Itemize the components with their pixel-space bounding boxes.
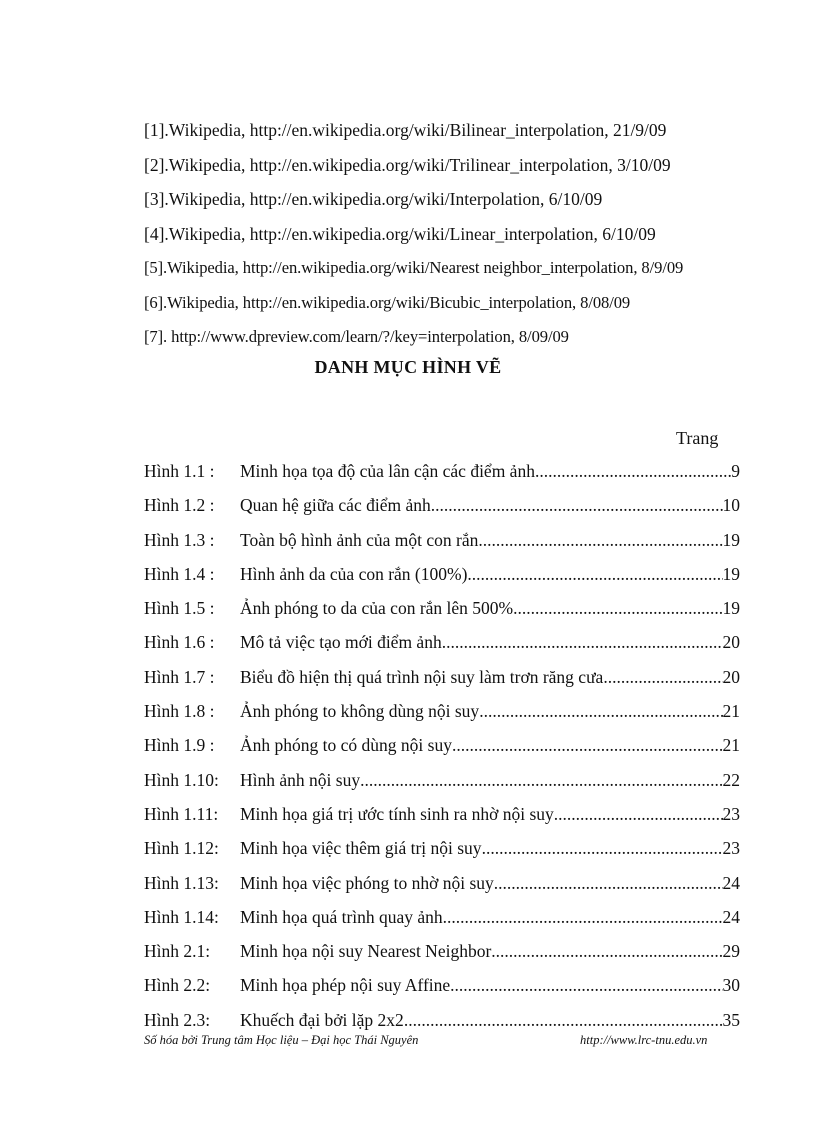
figure-page-number: 19 — [722, 563, 740, 584]
dot-leader — [404, 1010, 723, 1031]
dot-leader — [360, 770, 722, 791]
figure-list — [144, 461, 740, 1044]
figure-label: Hình 2.1: — [144, 941, 211, 962]
reference-item: [2].Wikipedia, http://en.wikipedia.org/wiki/Trilinear_interpolation, 3/10/09 — [144, 154, 671, 175]
figure-title: Ảnh phóng to da của con rắn lên 500% — [240, 598, 514, 619]
dot-leader — [482, 838, 723, 859]
figure-entry — [144, 667, 740, 701]
figure-label: Hình 1.11: — [144, 803, 219, 824]
footer-url: http://www.lrc-tnu.edu.vn — [580, 1033, 708, 1047]
figure-label: Hình 1.12: — [144, 838, 219, 859]
figure-page-number: 23 — [722, 803, 740, 824]
figure-label: Hình 1.3 : — [144, 529, 215, 550]
dot-leader — [603, 667, 722, 688]
figure-title: Biểu đồ hiện thị quá trình nội suy làm trơn răng cưa — [240, 666, 604, 687]
footer-credit: Số hóa bởi Trung tâm Học liệu – Đại học Thái Nguyên — [144, 1033, 419, 1047]
dot-leader — [442, 632, 723, 653]
figure-entry — [144, 907, 740, 941]
figure-entry — [144, 770, 740, 804]
figure-title: Minh họa việc thêm giá trị nội suy — [240, 838, 482, 859]
figure-page-number: 30 — [722, 975, 740, 996]
dot-leader — [535, 461, 731, 482]
figure-label: Hình 1.7 : — [144, 666, 215, 687]
figure-page-number: 10 — [722, 495, 740, 516]
figure-page-number: 21 — [722, 701, 740, 722]
figure-label: Hình 1.1 : — [144, 461, 215, 481]
figure-title: Quan hệ giữa các điểm ảnh — [240, 495, 431, 516]
figure-title: Khuếch đại bởi lặp 2x2 — [240, 1009, 404, 1030]
figure-entry — [144, 941, 740, 975]
figure-label: Hình 1.14: — [144, 906, 219, 927]
dot-leader — [452, 735, 723, 756]
figure-title: Minh họa quá trình quay ảnh — [240, 906, 443, 927]
dot-leader — [513, 598, 722, 619]
reference-item: [7]. http://www.dpreview.com/learn/?/key=interpolation, 8/09/09 — [144, 327, 569, 346]
figure-label: Hình 2.2: — [144, 975, 211, 996]
figure-entry — [144, 735, 740, 769]
figure-label: Hình 1.9 : — [144, 735, 215, 756]
figure-title: Minh họa phép nội suy Affine — [240, 975, 451, 996]
dot-leader — [431, 495, 723, 516]
figure-entry — [144, 564, 740, 598]
figure-title: Hình ảnh da của con rắn (100%) — [240, 563, 468, 584]
dot-leader — [478, 530, 722, 551]
dot-leader — [491, 941, 722, 962]
figure-label: Hình 1.6 : — [144, 632, 215, 653]
reference-item: [3].Wikipedia, http://en.wikipedia.org/wiki/Interpolation, 6/10/09 — [144, 189, 603, 209]
figure-entry — [144, 461, 740, 495]
figure-page-number: 9 — [731, 461, 740, 481]
figure-title: Hình ảnh nội suy — [240, 769, 361, 790]
figure-title: Minh họa tọa độ của lân cận các điểm ảnh — [240, 461, 535, 481]
figure-page-number: 19 — [722, 598, 740, 619]
figure-entry — [144, 838, 740, 872]
figure-title: Ảnh phóng to không dùng nội suy — [240, 701, 480, 722]
figure-entry — [144, 598, 740, 632]
figure-entry — [144, 632, 740, 666]
figure-label: Hình 1.2 : — [144, 495, 215, 516]
figure-entry — [144, 804, 740, 838]
reference-list — [144, 118, 764, 360]
figure-page-number: 21 — [722, 735, 740, 756]
dot-leader — [467, 564, 722, 585]
figure-page-number: 22 — [722, 769, 740, 790]
figure-entry — [144, 975, 740, 1009]
figure-title: Ảnh phóng to có dùng nội suy — [240, 735, 452, 756]
figure-entry — [144, 873, 740, 907]
figure-page-number: 20 — [722, 666, 740, 687]
figure-title: Minh họa giá trị ước tính sinh ra nhờ nội suy — [240, 803, 554, 824]
figure-title: Minh họa việc phóng to nhờ nội suy — [240, 872, 494, 893]
figure-label: Hình 1.5 : — [144, 598, 215, 619]
figure-list-title: DANH MỤC HÌNH VẼ — [314, 357, 502, 377]
dot-leader — [554, 804, 723, 825]
reference-item: [6].Wikipedia, http://en.wikipedia.org/wiki/Bicubic_interpolation, 8/08/09 — [144, 292, 631, 312]
figure-page-number: 24 — [722, 906, 740, 927]
reference-item: [1].Wikipedia, http://en.wikipedia.org/wiki/Bilinear_interpolation, 21/9/09 — [144, 120, 667, 140]
figure-page-number: 35 — [722, 1009, 740, 1030]
figure-page-number: 24 — [722, 872, 740, 893]
figure-entry — [144, 701, 740, 735]
dot-leader — [494, 873, 723, 894]
figure-label: Hình 1.8 : — [144, 701, 215, 722]
figure-label: Hình 1.4 : — [144, 563, 215, 584]
figure-title: Minh họa nội suy Nearest Neighbor — [240, 941, 492, 962]
figure-label: Hình 1.10: — [144, 769, 219, 790]
figure-page-number: 20 — [722, 632, 740, 653]
reference-item: [5].Wikipedia, http://en.wikipedia.org/wiki/Nearest neighbor_interpolation, 8/9/09 — [144, 258, 684, 277]
figure-title: Toàn bộ hình ảnh của một con rắn — [240, 529, 479, 550]
reference-item: [4].Wikipedia, http://en.wikipedia.org/wiki/Linear_interpolation, 6/10/09 — [144, 223, 656, 244]
dot-leader — [443, 907, 723, 928]
dot-leader — [479, 701, 722, 722]
dot-leader — [450, 975, 722, 996]
figure-page-number: 29 — [722, 941, 740, 962]
figure-entry — [144, 530, 740, 564]
figure-page-number: 19 — [722, 529, 740, 550]
page-column-header: Trang — [676, 428, 719, 448]
figure-page-number: 23 — [722, 838, 740, 859]
figure-title: Mô tả việc tạo mới điểm ảnh — [240, 632, 442, 653]
figure-label: Hình 1.13: — [144, 872, 219, 893]
figure-label: Hình 2.3: — [144, 1009, 211, 1030]
figure-entry — [144, 495, 740, 529]
